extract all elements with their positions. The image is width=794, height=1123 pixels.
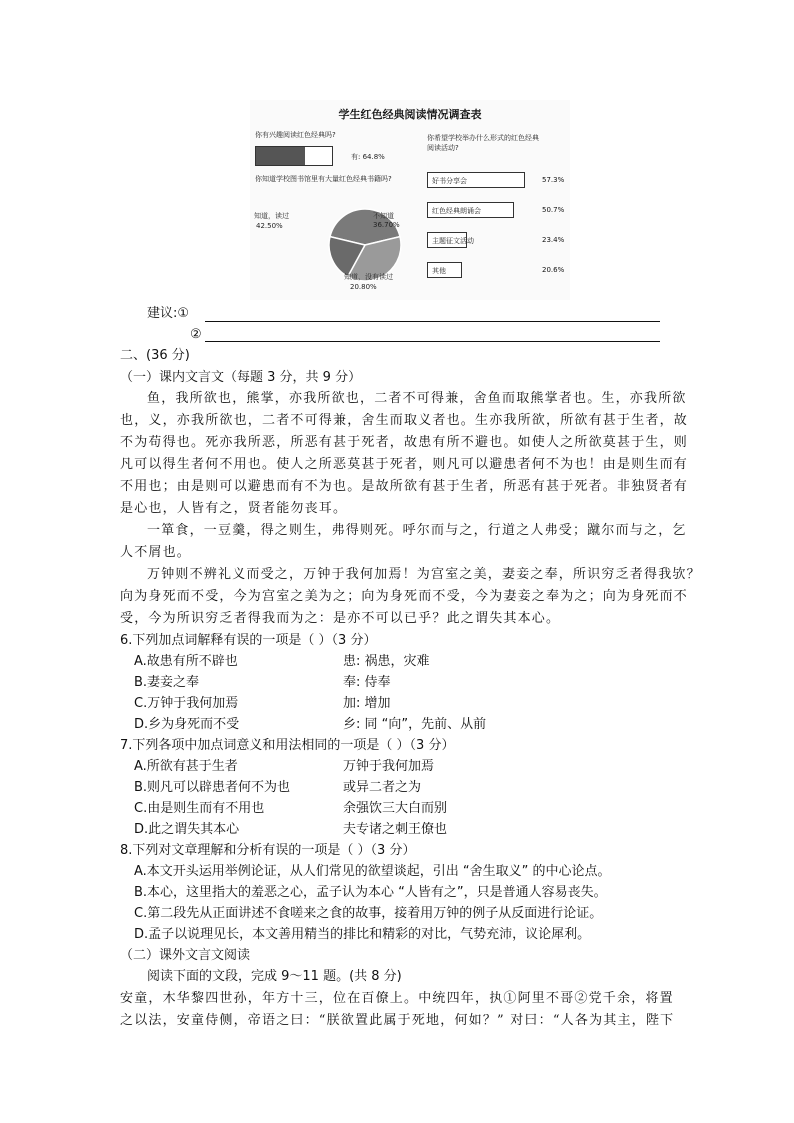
q7-option-b-pair: 或异二者之为 bbox=[343, 780, 422, 795]
passage-line: 向为身死而不受，今为宫室之美为之；向为身死而不受，今为妻妾之奉为之；向为身死而不 bbox=[120, 589, 689, 604]
q6-stem: 6.下列加点词解释有误的一项是（ ）（3 分） bbox=[120, 633, 377, 648]
passage-line: 不用也；由是则可以避患而有不为也。是故所欲有甚于生者，所恶有甚于死者。非独贤者有 bbox=[120, 479, 689, 494]
pie-label-3: 知道，没有读过 bbox=[344, 273, 393, 281]
pie-value-2: 36.70% bbox=[373, 221, 400, 229]
passage-line: 不为苟得也。死亦我所恶，所恶有甚于死者，故患有所不避也。如使人之所欲莫甚于生，则 bbox=[120, 435, 689, 450]
suggest-line-1[interactable] bbox=[205, 321, 660, 322]
suggest-label bbox=[147, 304, 189, 324]
q8-stem: 8.下列对文章理解和分析有误的一项是（ ）（3 分） bbox=[120, 843, 416, 858]
part-1-heading: （一）课内文言文（每题 3 分，共 9 分） bbox=[120, 370, 362, 385]
part-2-intro: 阅读下面的文段，完成 9～11 题。(共 8 分) bbox=[147, 969, 402, 984]
survey-q2: 你知道学校图书馆里有大量红色经典书籍吗? bbox=[255, 175, 392, 183]
survey-q1-answer: 有: 64.8% bbox=[351, 153, 385, 161]
q8-option-c: C.第二段先从正面讲述不食嗟来之食的故事，接着用万钟的例子从反面进行论证。 bbox=[134, 906, 603, 921]
passage-line: 是心也，人皆有之，贤者能勿丧耳。 bbox=[120, 501, 348, 516]
part-2-heading: （二）课外文言文阅读 bbox=[120, 948, 251, 963]
activity-bar bbox=[427, 262, 462, 278]
q7-option-c-pair: 余强饮三大白而别 bbox=[343, 801, 448, 816]
suggest-num-1: ① bbox=[177, 306, 190, 321]
passage-line: 一箪食，一豆羹，得之则生，弗得则死。呼尔而与之，行道之人弗受；蹴尔而与之，乞 bbox=[147, 523, 687, 538]
q7-stem: 7.下列各项中加点词意义和用法相同的一项是（ ）（3 分） bbox=[120, 738, 455, 753]
passage-line: 鱼，我所欲也，熊掌，亦我所欲也，二者不可得兼，舍鱼而取熊掌者也。生，亦我所欲 bbox=[147, 391, 687, 406]
activity-bar-value: 50.7% bbox=[542, 206, 565, 214]
q6-option-d-note: 乡: 同 “向”，先前、从前 bbox=[343, 717, 487, 732]
section-2-heading: 二、(36 分) bbox=[120, 348, 190, 363]
passage-line: 万钟则不辨礼义而受之，万钟于我何加焉！为宫室之美，妻妾之奉，所识穷乏者得我欤？ bbox=[147, 567, 701, 582]
q8-option-b: B.本心，这里指大的羞恶之心，孟子认为本心 “人皆有之”，只是普通人容易丧失。 bbox=[134, 885, 607, 900]
activity-bar bbox=[427, 172, 525, 188]
q7-option-c: C.由是则生而有不用也 bbox=[134, 801, 265, 816]
survey-figure bbox=[250, 100, 570, 300]
pie-value-1: 42.50% bbox=[256, 222, 283, 230]
suggest-line-2[interactable] bbox=[205, 341, 660, 342]
interest-bar-fill bbox=[256, 147, 305, 165]
pie-label-1: 知道，读过 bbox=[254, 212, 289, 220]
survey-title: 学生红色经典阅读情况调查表 bbox=[338, 108, 482, 121]
activity-bar bbox=[427, 202, 514, 218]
q6-option-c-note: 加: 增加 bbox=[343, 696, 391, 711]
pie-label-2: 不知道 bbox=[373, 212, 394, 220]
activity-bar-value: 23.4% bbox=[542, 236, 565, 244]
q7-option-a: A.所欲有甚于生者 bbox=[134, 759, 238, 774]
survey-q3-line1: 你希望学校举办什么形式的红色经典 bbox=[427, 134, 539, 142]
q8-option-d: D.孟子以说理见长，本文善用精当的排比和精彩的对比，气势充沛，议论犀利。 bbox=[134, 927, 591, 942]
q6-option-a-note: 患: 祸患，灾难 bbox=[343, 654, 430, 669]
activity-bar-value: 57.3% bbox=[542, 176, 565, 184]
pie-value-3: 20.80% bbox=[350, 283, 377, 291]
q6-option-b-note: 奉: 侍奉 bbox=[343, 675, 391, 690]
q6-option-c: C.万钟于我何加焉 bbox=[134, 696, 239, 711]
q6-option-a: A.故患有所不辟也 bbox=[134, 654, 238, 669]
suggest-label-text: 建议: bbox=[147, 306, 178, 321]
survey-q1: 你有兴趣阅读红色经典吗? bbox=[255, 131, 336, 139]
q7-option-d-pair: 夫专诸之刺王僚也 bbox=[343, 822, 448, 837]
interest-bar bbox=[255, 146, 333, 166]
passage-line: 受，今为所识穷乏者得我而为之：是亦不可以已乎？此之谓失其本心。 bbox=[120, 611, 561, 626]
q6-option-b: B.妻妾之奉 bbox=[134, 675, 200, 690]
q6-option-d: D.乡为身死而不受 bbox=[134, 717, 240, 732]
activity-bar bbox=[427, 232, 474, 248]
activity-bar-label: 红色经典朗诵会 bbox=[432, 207, 481, 215]
activity-bar-label: 其他 bbox=[432, 267, 446, 275]
activity-bar-label: 主题征文活动 bbox=[432, 237, 474, 245]
extra-passage-line: 安童，木华黎四世孙，年方十三，位在百僚上。中统四年，执①阿里不哥②党千余，将置 bbox=[120, 991, 674, 1006]
survey-q3-line2: 阅读活动? bbox=[427, 144, 459, 152]
q7-option-d: D.此之谓失其本心 bbox=[134, 822, 240, 837]
q7-option-b: B.则凡可以辟患者何不为也 bbox=[134, 780, 291, 795]
q8-option-a: A.本文开头运用举例论证，从人们常见的欲望谈起，引出 “舍生取义” 的中心论点。 bbox=[134, 864, 611, 879]
suggest-num-2: ② bbox=[190, 327, 202, 342]
q7-option-a-pair: 万钟于我何加焉 bbox=[343, 759, 435, 774]
passage-line: 凡可以得生者何不用也。使人之所恶莫甚于死者，则凡可以避患者何不为也！由是则生而有 bbox=[120, 457, 689, 472]
passage-line: 人不屑也。 bbox=[120, 545, 192, 560]
passage-line: 也，义，亦我所欲也，二者不可得兼，舍生而取义者也。生亦我所欲，所欲有甚于生者，故 bbox=[120, 413, 689, 428]
extra-passage-line: 之以法，安童侍侧，帝语之曰：“朕欲置此属于死地，何如？” 对曰：“人各为其主，陛下 bbox=[120, 1013, 675, 1028]
activity-bar-label: 好书分享会 bbox=[432, 177, 467, 185]
activity-bar-value: 20.6% bbox=[542, 266, 565, 274]
